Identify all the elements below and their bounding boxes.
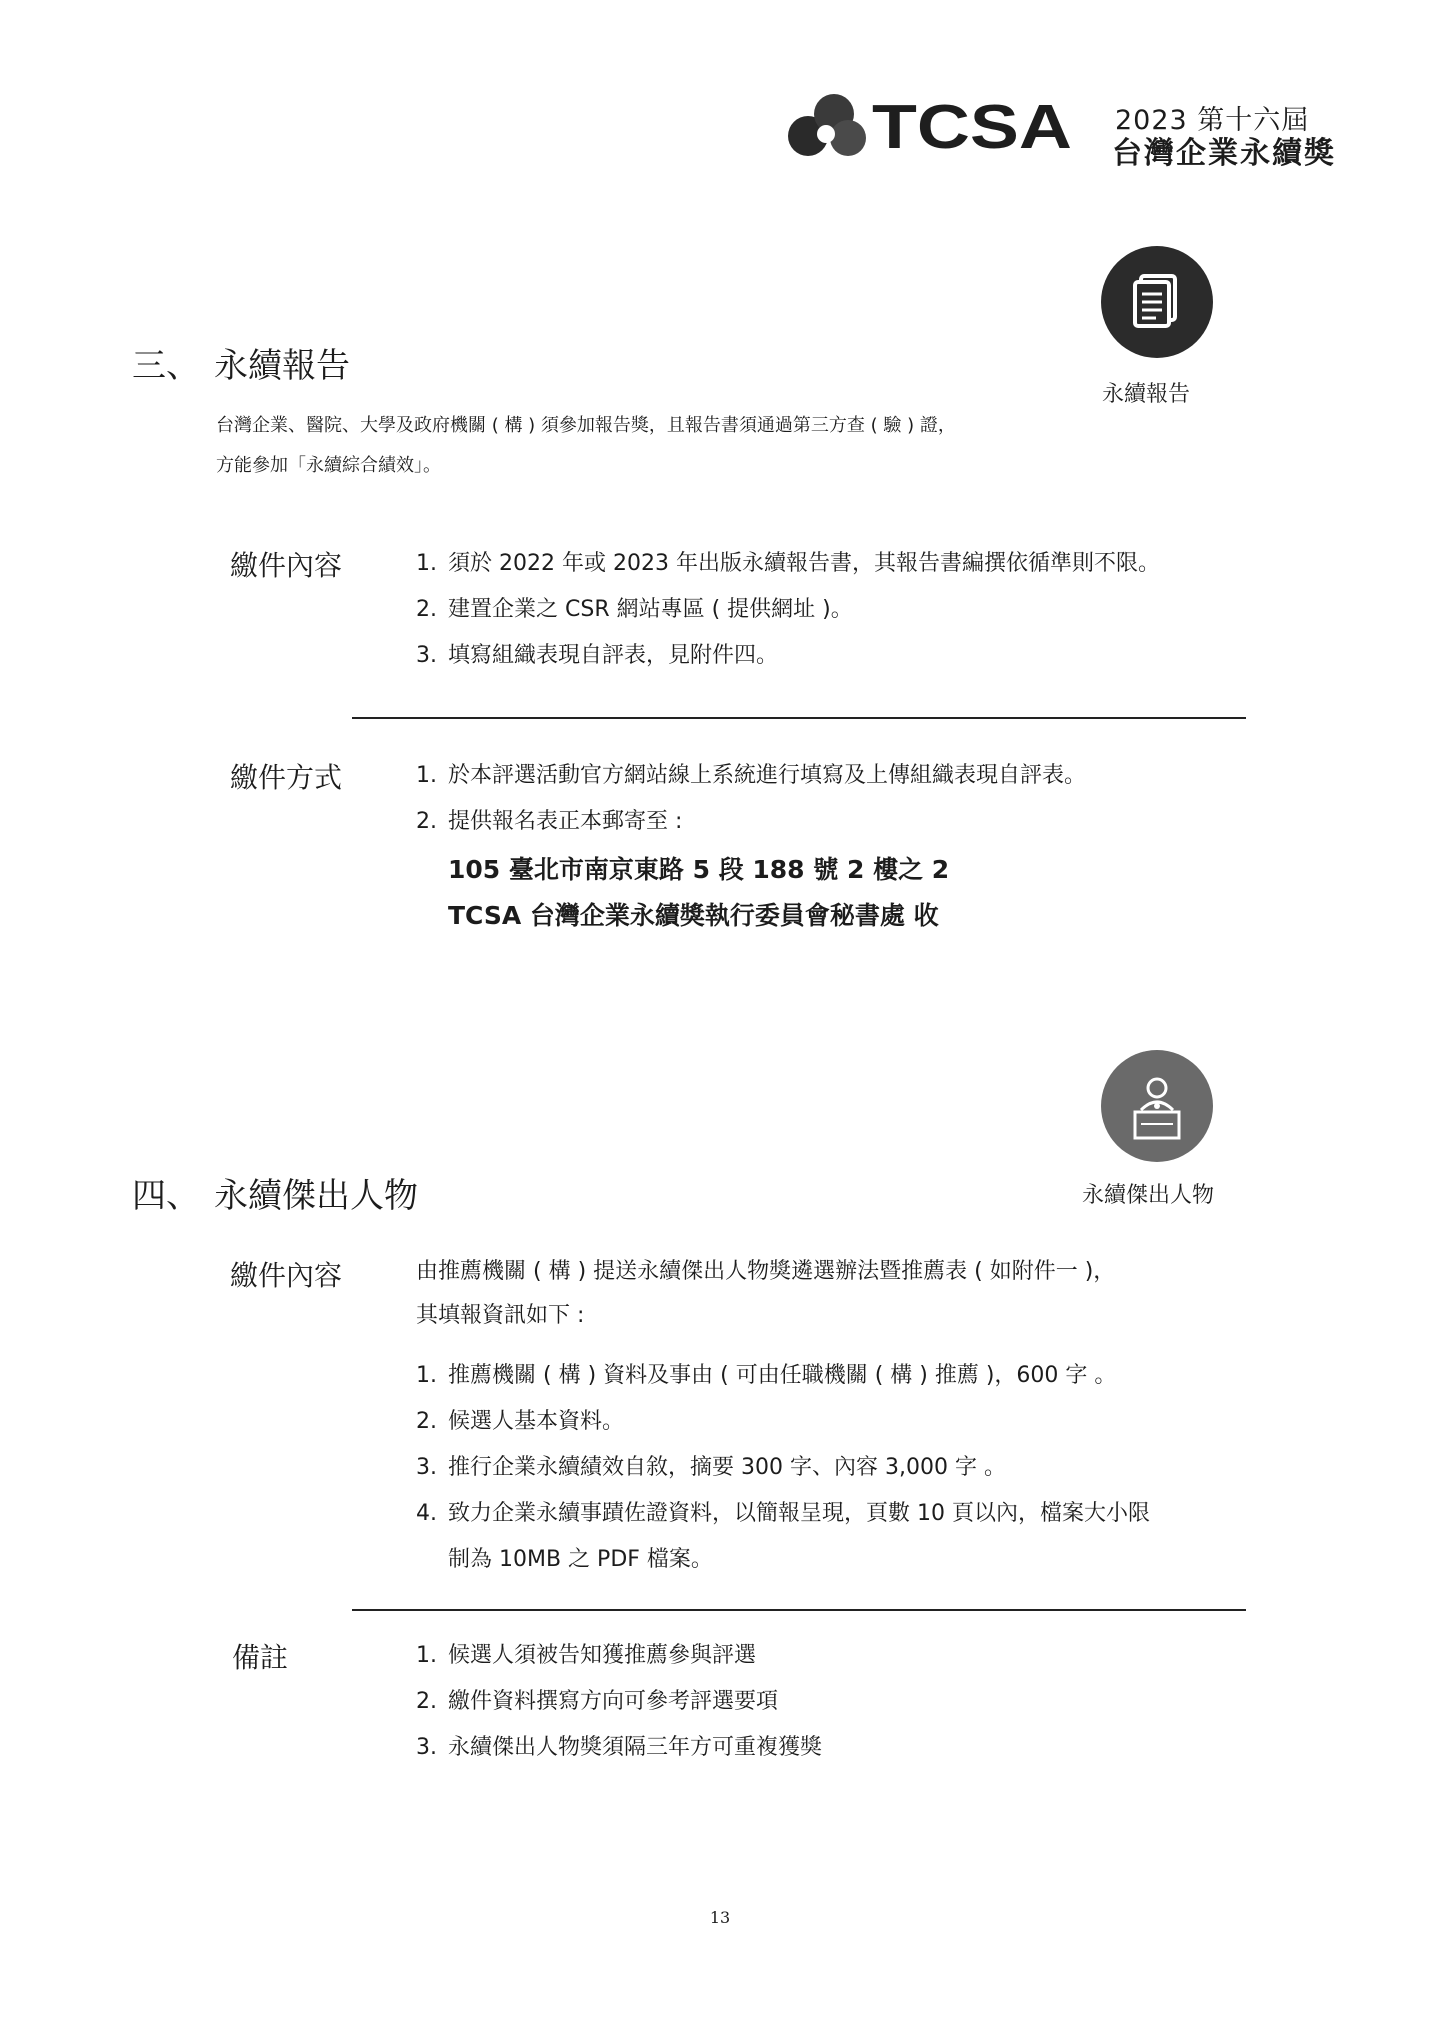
section-4-title: [132, 1168, 418, 1217]
list-item: 2. 候選人基本資料。: [416, 1409, 625, 1434]
address-line: 105 臺北市南京東路 5 段 188 號 2 樓之 2: [448, 855, 950, 884]
mailing-address: [448, 850, 949, 942]
submission-method-list: [416, 758, 1086, 850]
section-3-title: [132, 338, 350, 387]
remarks-label: 備註: [232, 1641, 289, 1674]
nomination-content-label: 繳件內容: [230, 1259, 343, 1292]
intro-line: 台灣企業、醫院、大學及政府機關 ( 構 ) 須參加報告獎，且報告書須通過第三方查 ( 驗 ) 證，: [216, 415, 956, 436]
list-item: 3. 填寫組織表現自評表，見附件四。: [416, 643, 779, 668]
person-award-icon-caption: 永續傑出人物: [1082, 1183, 1215, 1208]
list-item: 1. 須於 2022 年或 2023 年出版永續報告書，其報告書編撰依循準則不限。: [416, 551, 1160, 576]
submission-content-list: [416, 546, 1160, 684]
tcsa-logo-icon: [778, 90, 878, 160]
submission-content-label: 繳件內容: [230, 549, 343, 582]
list-item: 3. 推行企業永續績效自敘，摘要 300 字、內容 3,000 字 。: [416, 1455, 1006, 1480]
remarks-list: [416, 1638, 822, 1776]
section-3-intro: [216, 406, 956, 486]
list-item: 1. 候選人須被告知獲推薦參與評選: [416, 1643, 757, 1668]
award-year: 2023 第十六屆: [1115, 105, 1310, 136]
list-item: 2. 提供報名表正本郵寄至 :: [416, 809, 683, 834]
report-icon: [1101, 246, 1213, 358]
list-item: 2. 建置企業之 CSR 網站專區 ( 提供網址 )。: [416, 597, 853, 622]
description-line: 其填報資訊如下 :: [416, 1303, 585, 1328]
page-number: 13: [709, 1908, 731, 1927]
divider: [352, 717, 1246, 719]
section-4-number: 四、: [132, 1176, 200, 1216]
speaker-podium-icon: [1101, 1050, 1213, 1162]
list-item: 1. 推薦機關 ( 構 ) 資料及事由 ( 可由任職機關 ( 構 ) 推薦 )，600 字 。: [416, 1363, 1117, 1388]
list-item: 3. 永續傑出人物獎須隔三年方可重複獲獎: [416, 1735, 823, 1760]
report-icon-caption: 永續報告: [1102, 382, 1191, 407]
list-item-continuation: 制為 10MB 之 PDF 檔案。: [448, 1547, 713, 1572]
section-3-number: 三、: [132, 346, 200, 386]
submission-method-label: 繳件方式: [230, 761, 343, 794]
list-item: 1. 於本評選活動官方網站線上系統進行填寫及上傳組織表現自評表。: [416, 763, 1087, 788]
person-award-icon: [1101, 1050, 1213, 1162]
address-recipient: TCSA 台灣企業永續獎執行委員會秘書處 收: [448, 901, 939, 930]
document-icon: [1101, 246, 1213, 358]
divider: [352, 1609, 1246, 1611]
list-item: 2. 繳件資料撰寫方向可參考評選要項: [416, 1689, 779, 1714]
nomination-description: [416, 1250, 1115, 1338]
description-line: 由推薦機關 ( 構 ) 提送永續傑出人物獎遴選辦法暨推薦表 ( 如附件一 )，: [416, 1259, 1116, 1284]
nomination-content-list: [416, 1358, 1150, 1588]
award-name: 台灣企業永續獎: [1112, 136, 1336, 171]
section-3-heading: 永續報告: [214, 346, 350, 386]
section-4-heading: 永續傑出人物: [214, 1176, 418, 1216]
svg-text:TCSA: TCSA: [872, 96, 1072, 156]
intro-line: 方能參加「永續綜合績效」。: [216, 455, 441, 476]
tcsa-logo-text: [872, 96, 1082, 156]
list-item: 4. 致力企業永續事蹟佐證資料，以簡報呈現，頁數 10 頁以內，檔案大小限: [416, 1501, 1150, 1526]
